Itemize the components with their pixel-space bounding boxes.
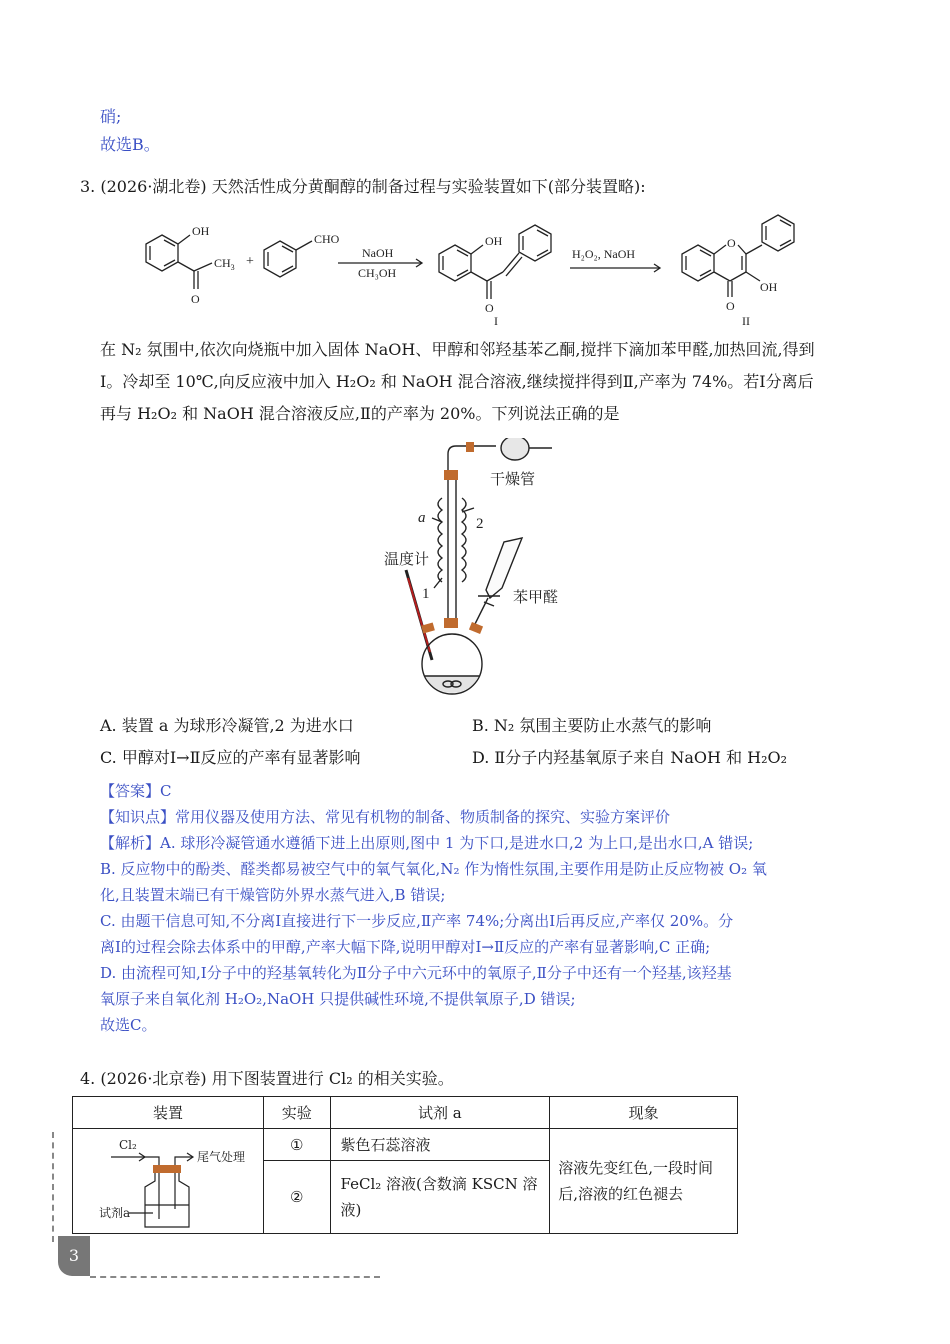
product2-ring-c xyxy=(762,215,794,251)
q3-stem: 天然活性成分黄酮醇的制备过程与实验装置如下(部分装置略): xyxy=(211,177,646,196)
label-2: 2 xyxy=(476,516,484,532)
reagent-2: FeCl₂ 溶液(含数滴 KSCN 溶液) xyxy=(330,1161,550,1234)
q4-table xyxy=(72,1096,738,1234)
condenser-stopper xyxy=(444,470,458,480)
apparatus-cell xyxy=(73,1129,264,1234)
p2-o: O xyxy=(726,299,735,313)
page-number: 3 xyxy=(58,1236,90,1276)
continuation-line-2: 故选B。 xyxy=(100,135,160,154)
label-thermometer: 温度计 xyxy=(384,550,430,568)
q3-answer: 【答案】C xyxy=(100,782,172,800)
page-border-horizontal xyxy=(90,1276,380,1278)
reaction-scheme xyxy=(130,205,830,330)
exp-2: ② xyxy=(263,1161,330,1234)
label-benzaldehyde: 苯甲醛 xyxy=(513,588,559,606)
q3-header xyxy=(80,174,646,197)
exp-1: ① xyxy=(263,1129,330,1161)
q3-option-d: D. Ⅱ分子内羟基氧原子来自 NaOH 和 H₂O₂ xyxy=(472,748,788,767)
r2-cho: CHO xyxy=(314,232,340,246)
q3-knowledge: 【知识点】常用仪器及使用方法、常见有机物的制备、物质制备的探究、实验方案评价 xyxy=(100,808,671,826)
label-1: 1 xyxy=(422,586,430,602)
table-header-row xyxy=(73,1097,738,1129)
q4-header xyxy=(80,1066,454,1089)
q3-para-line-1: 在 N₂ 氛围中,依次向烧瓶中加入固体 NaOH、甲醇和邻羟基苯乙酮,搅拌下滴加苯甲醛,加热回流,得到 xyxy=(100,340,815,359)
p2-label: II xyxy=(742,314,750,328)
arrow2-top: H₂O₂, NaOH xyxy=(572,247,636,261)
q3-para-line-3: 再与 H₂O₂ 和 NaOH 混合溶液反应,Ⅱ的产率为 20%。下列说法正确的是 xyxy=(100,404,620,423)
p1-o: O xyxy=(485,301,494,315)
q4-source: (2026·北京卷) xyxy=(100,1069,207,1088)
q3-analysis-line-2: B. 反应物中的酚类、醛类都易被空气中的氧气氧化,N₂ 作为惰性氛围,主要作用是防止反应物被 O₂ 氧 xyxy=(100,860,767,878)
q3-option-b: B. N₂ 氛围主要防止水蒸气的影响 xyxy=(472,716,712,735)
q3-analysis-line-3: 化,且装置末端已有干燥管防外界水蒸气进入,B 错误; xyxy=(100,886,446,904)
p1-label: I xyxy=(494,314,498,328)
drying-tube-bulb xyxy=(501,438,529,460)
q3-para-line-2: Ⅰ。冷却至 10℃,向反应液中加入 H₂O₂ 和 NaOH 混合溶液,继续搅拌得到Ⅱ,产率为 74%。若Ⅰ分离后 xyxy=(100,372,814,391)
q3-analysis-line-1: 【解析】A. 球形冷凝管通水遵循下进上出原则,图中 1 为下口,是进水口,2 为上口,是出水口,A 错误; xyxy=(100,834,754,852)
r1-oh: OH xyxy=(192,224,210,238)
r1-ch3: $CH_3$ xyxy=(214,256,235,272)
q3-option-c: C. 甲醇对Ⅰ→Ⅱ反应的产率有显著影响 xyxy=(100,748,361,767)
product1-ring-b xyxy=(519,225,551,261)
reflux-apparatus-figure xyxy=(370,438,610,700)
q3-analysis-line-7: 氧原子来自氧化剂 H₂O₂,NaOH 只提供碱性环境,不提供氧原子,D 错误; xyxy=(100,990,576,1008)
p1-oh: OH xyxy=(485,234,503,248)
q3-option-a: A. 装置 a 为球形冷凝管,2 为进水口 xyxy=(100,716,354,735)
q3-analysis-line-5: 离Ⅰ的过程会除去体系中的甲醇,产率大幅下降,说明甲醇对Ⅰ→Ⅱ反应的产率有显著影响,C 正确; xyxy=(100,938,711,956)
reagent-1: 紫色石蕊溶液 xyxy=(330,1129,550,1161)
header-experiment: 实验 xyxy=(263,1097,330,1129)
p2-oh: OH xyxy=(760,280,778,294)
r1-o: O xyxy=(191,292,200,306)
label-a: a xyxy=(418,510,426,526)
header-phenomenon: 现象 xyxy=(550,1097,738,1129)
arrow1-bottom: CH₃OH xyxy=(358,266,397,280)
q3-paragraph xyxy=(100,334,890,430)
plus-sign: + xyxy=(246,254,254,269)
arrow1-top: NaOH xyxy=(362,246,394,260)
phenomenon-cell: 溶液先变红色,一段时间后,溶液的红色褪去 xyxy=(550,1129,738,1234)
p2-ring-o: O xyxy=(727,236,736,250)
header-apparatus: 装置 xyxy=(73,1097,264,1129)
product1-ring-a xyxy=(439,245,471,281)
q3-answer-block xyxy=(100,778,890,1038)
q3-analysis-line-4: C. 由题干信息可知,不分离Ⅰ直接进行下一步反应,Ⅱ产率 74%;分离出Ⅰ后再反应,产率仅 20%。分 xyxy=(100,912,734,930)
label-drying-tube: 干燥管 xyxy=(490,470,536,488)
reactant2-benzene-ring xyxy=(264,241,296,277)
q3-analysis-line-8: 故选C。 xyxy=(100,1016,157,1034)
product2-ring-a xyxy=(682,245,714,281)
q3-source: (2026·湖北卷) xyxy=(100,177,207,196)
q3-analysis-line-6: D. 由流程可知,Ⅰ分子中的羟基氧转化为Ⅱ分子中六元环中的氧原子,Ⅱ分子中还有一个羟基,该羟基 xyxy=(100,964,732,982)
tail-gas-label: 尾气处理 xyxy=(197,1150,246,1164)
q4-stem: 用下图装置进行 Cl₂ 的相关实验。 xyxy=(211,1069,454,1088)
gas-washing-bottle-figure xyxy=(73,1129,261,1233)
condenser-jacket-left xyxy=(438,498,442,582)
header-reagent: 试剂 a xyxy=(330,1097,550,1129)
continuation-line-1: 硝; xyxy=(100,107,122,126)
table-row xyxy=(73,1129,738,1161)
page-border-vertical xyxy=(52,1132,55,1242)
q4-number: 4. xyxy=(80,1069,96,1088)
q3-number: 3. xyxy=(80,177,96,196)
reagent-a-label: 试剂a xyxy=(99,1206,131,1220)
reactant1-benzene-ring xyxy=(146,235,178,271)
cl2-label: Cl₂ xyxy=(119,1138,137,1152)
